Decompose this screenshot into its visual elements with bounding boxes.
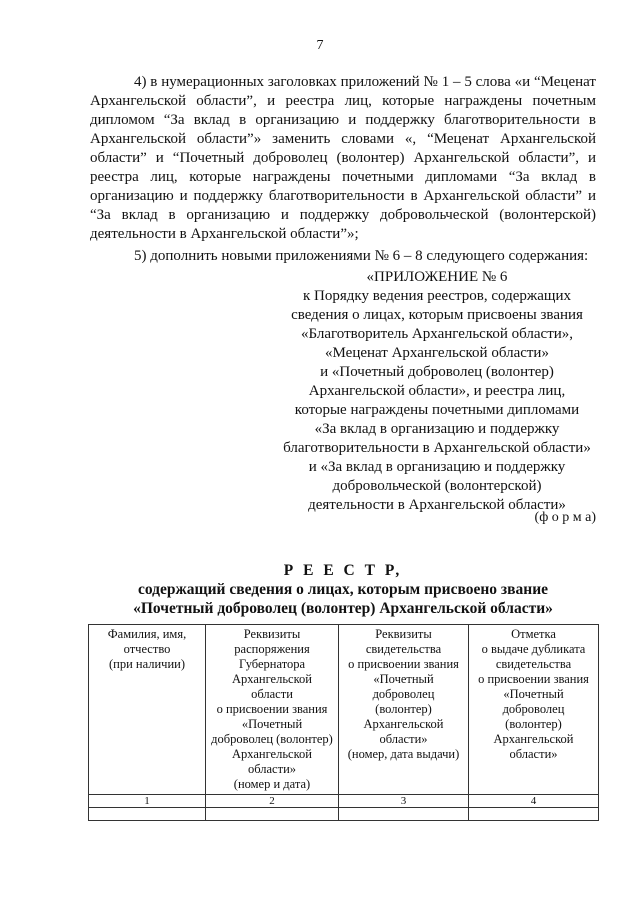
header-line: распоряжения — [234, 642, 310, 656]
paragraph-item-5: 5) дополнить новыми приложениями № 6 – 8 следующего содержания: — [134, 248, 589, 264]
header-line: о присвоении звания — [478, 672, 589, 686]
body-text — [90, 73, 596, 266]
column-number: 3 — [339, 795, 469, 808]
appendix-line: «Благотворитель Архангельской области», — [300, 326, 574, 342]
appendix-line: и «Почетный доброволец (волонтер) — [320, 364, 554, 380]
header-line: Архангельской — [232, 747, 312, 761]
header-line: «Почетный — [373, 672, 434, 686]
header-line: Реквизиты — [375, 627, 432, 641]
header-line: Отметка — [511, 627, 556, 641]
column-header-order-details — [206, 625, 339, 795]
appendix-line: «Меценат Архангельской области» — [325, 345, 549, 361]
header-line: Архангельской — [232, 672, 312, 686]
header-line: доброволец (волонтер) — [211, 732, 333, 746]
appendix-line: «ПРИЛОЖЕНИЕ № 6 — [366, 269, 508, 285]
appendix-line: которые награждены почетными дипломами — [294, 402, 580, 418]
header-line: доброволец — [372, 687, 435, 701]
header-line: Губернатора — [238, 657, 306, 671]
table-header-row — [89, 625, 599, 795]
appendix-line: «За вклад в организацию и поддержку — [314, 421, 560, 437]
header-line: о присвоении звания — [348, 657, 459, 671]
column-header-certificate-details — [339, 625, 469, 795]
appendix-header — [277, 268, 597, 515]
header-line: отчество — [123, 642, 171, 656]
appendix-line: добровольческой (волонтерской) — [332, 478, 542, 494]
header-line: «Почетный — [241, 717, 303, 731]
column-number: 1 — [89, 795, 206, 808]
header-line: области» — [509, 747, 558, 761]
header-line: (волонтер) — [505, 717, 562, 731]
table-cell — [339, 808, 469, 821]
column-header-duplicate-mark — [469, 625, 599, 795]
appendix-line: и «За вклад в организацию и поддержку — [308, 459, 566, 475]
registry-heading: Р Е Е С Т Р, — [283, 562, 403, 579]
registry-title — [90, 561, 596, 618]
page-number: 7 — [316, 38, 324, 53]
header-line: о присвоении звания — [216, 702, 328, 716]
table-cell — [89, 808, 206, 821]
table-number-row — [89, 795, 599, 808]
appendix-line: сведения о лицах, которым присвоены звания — [291, 307, 583, 323]
table-cell — [469, 808, 599, 821]
appendix-line: благотворительности в Архангельской области» — [283, 440, 591, 456]
header-line: свидетельства — [495, 657, 572, 671]
header-line: Архангельской — [363, 717, 444, 731]
header-line: (номер, дата выдачи) — [347, 747, 460, 761]
paragraph-item-4: 4) в нумерационных заголовках приложений № 1 – 5 слова «и “Меценат Архангельской области”, и реестра лиц, которые награждены почетным дипломом “За вклад в организацию и поддержку благотворительности в Архангельской области”» заменить словами «, “Меценат Архангельской области” и “Почетный доброволец (волонтер) Архангельской области”, и реестра лиц, которые награждены почетными дипломами “За вклад в организацию и поддержку благотворительности в Архангельской области” и “За вклад в организацию и поддержку добровольческой (волонтерской) деятельности в Архангельской области”»; — [90, 74, 596, 242]
appendix-line: деятельности в Архангельской области» — [308, 497, 566, 513]
header-line: «Почетный — [503, 687, 564, 701]
appendix-line: к Порядку ведения реестров, содержащих — [303, 288, 571, 304]
header-line: (номер и дата) — [233, 777, 311, 791]
registry-table — [88, 624, 599, 821]
form-label: (ф о р м а) — [534, 510, 596, 525]
registry-subtitle-line: «Почетный доброволец (волонтер) Архангельской области» — [133, 600, 553, 617]
header-line: (при наличии) — [108, 657, 186, 671]
registry-subtitle-line: содержащий сведения о лицах, которым присвоено звание — [137, 581, 549, 598]
header-line: Фамилия, имя, — [107, 627, 187, 641]
column-header-full-name — [89, 625, 206, 795]
header-line: области — [251, 687, 293, 701]
table-cell — [206, 808, 339, 821]
header-line: Реквизиты — [243, 627, 301, 641]
header-line: (волонтер) — [375, 702, 432, 716]
table-row — [89, 808, 599, 821]
header-line: Архангельской — [493, 732, 574, 746]
header-line: свидетельства — [365, 642, 442, 656]
column-number: 2 — [206, 795, 339, 808]
appendix-line: Архангельской области», и реестра лиц, — [308, 383, 566, 399]
header-line: области» — [247, 762, 297, 776]
header-line: доброволец — [502, 702, 565, 716]
column-number: 4 — [469, 795, 599, 808]
header-line: о выдаче дубликата — [481, 642, 586, 656]
header-line: области» — [379, 732, 428, 746]
